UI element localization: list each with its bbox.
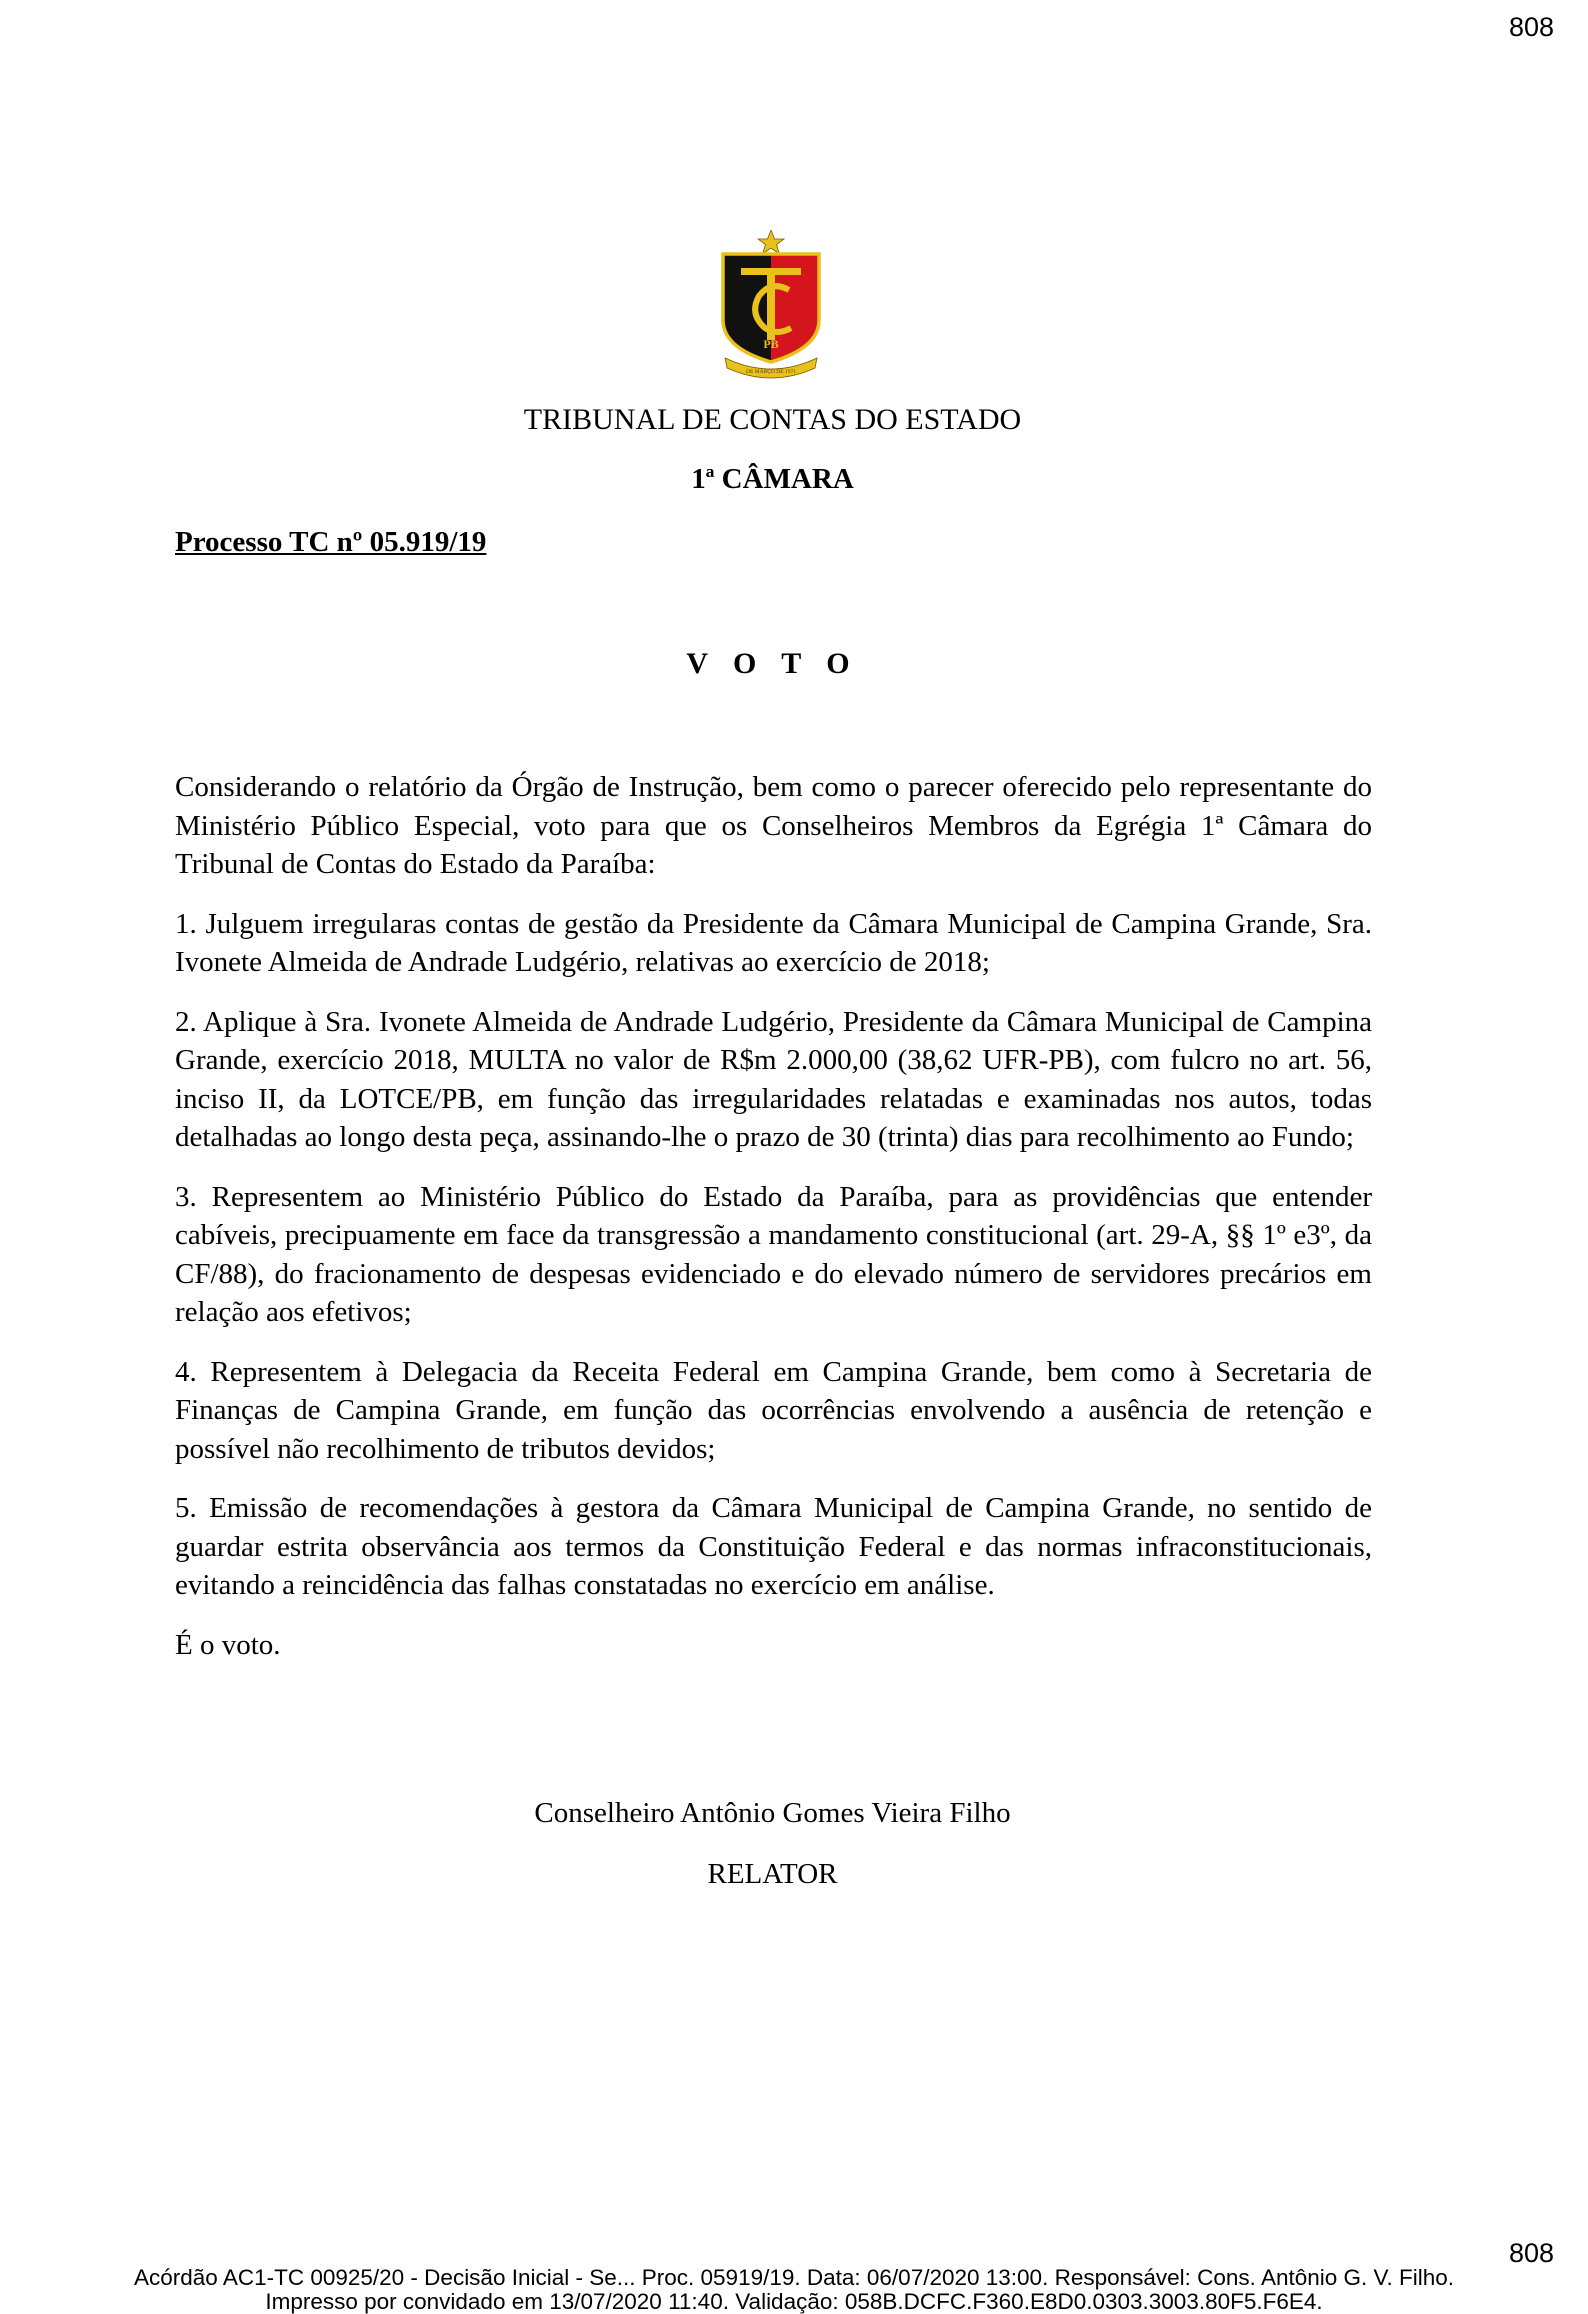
tcepb-coat-of-arms-logo [719,230,823,380]
vote-item-3: 3. Representem ao Ministério Público do Estado da Paraíba, para as providências que entender cabíveis, precipuamente em face da transgressão a mandamento constitucional (art. 29-A, §§ 1º e3º, da CF/88), do fracionamento de despesas evidenciado e do elevado número de servidores precários em relação aos efetivos; [175,1180,1372,1328]
closing-paragraph: É o voto. [175,1628,281,1661]
process-number: Processo TC nº 05.919/19 [175,526,487,558]
document-title: V O T O [686,647,859,680]
logo-state-text: PB [763,337,779,351]
signatory-role: RELATOR [707,1858,838,1890]
camara-name: 1ª CÂMARA [691,463,854,495]
footer-line-1: Acórdão AC1-TC 00925/20 - Decisão Inicial - Se... Proc. 05919/19. Data: 06/07/2020 13:00. Responsável: Cons. Antônio G. V. Filho. [134,2265,1454,2290]
vote-item-2: 2. Aplique à Sra. Ivonete Almeida de Andrade Ludgério, Presidente da Câmara Municipal de Campina Grande, exercício 2018, MULTA no valor de R$m 2.000,00 (38,62 UFR-PB), com fulcro no art. 56, inciso II, da LOTCE/PB, em função das irregularidades relatadas e examinadas nos autos, todas detalhadas ao longo desta peça, assinando-lhe o prazo de 30 (trinta) dias para recolhimento ao Fundo; [175,1005,1372,1153]
footer-line-2: Impresso por convidado em 13/07/2020 11:40. Validação: 058B.DCFC.F360.E8D0.0303.3003.80F5.F6E4. [265,2289,1323,2314]
vote-item-1: 1. Julguem irregularas contas de gestão da Presidente da Câmara Municipal de Campina Grande, Sra. Ivonete Almeida de Andrade Ludgério, relativas ao exercício de 2018; [175,907,1372,978]
vote-item-5: 5. Emissão de recomendações à gestora da Câmara Municipal de Campina Grande, no sentido de guardar estrita observância aos termos da Constituição Federal e das normas infraconstitucionais, evitando a reincidência das falhas constatadas no exercício em análise. [175,1492,1372,1601]
vote-item-4: 4. Representem à Delegacia da Receita Federal em Campina Grande, bem como à Secretaria de Finanças de Campina Grande, em função das ocorrências envolvendo a ausência de retenção e possível não recolhimento de tributos devidos; [175,1355,1372,1465]
intro-paragraph: Considerando o relatório da Órgão de Instrução, bem como o parecer oferecido pelo representante do Ministério Público Especial, voto para que os Conselheiros Membros da Egrégia 1ª Câmara do Tribunal de Contas do Estado da Paraíba: [175,771,1372,880]
validation-footer [0,2266,1588,2314]
page-number-bottom: 808 [1508,2238,1554,2268]
vote-body [175,768,1372,1685]
signatory-name: Conselheiro Antônio Gomes Vieira Filho [534,1797,1011,1829]
logo-ribbon-text: DE MARÇO DE 1971 [746,369,796,375]
page-number-top: 808 [1508,12,1554,42]
star-icon [758,230,784,254]
tribunal-name: TRIBUNAL DE CONTAS DO ESTADO [523,403,1022,436]
